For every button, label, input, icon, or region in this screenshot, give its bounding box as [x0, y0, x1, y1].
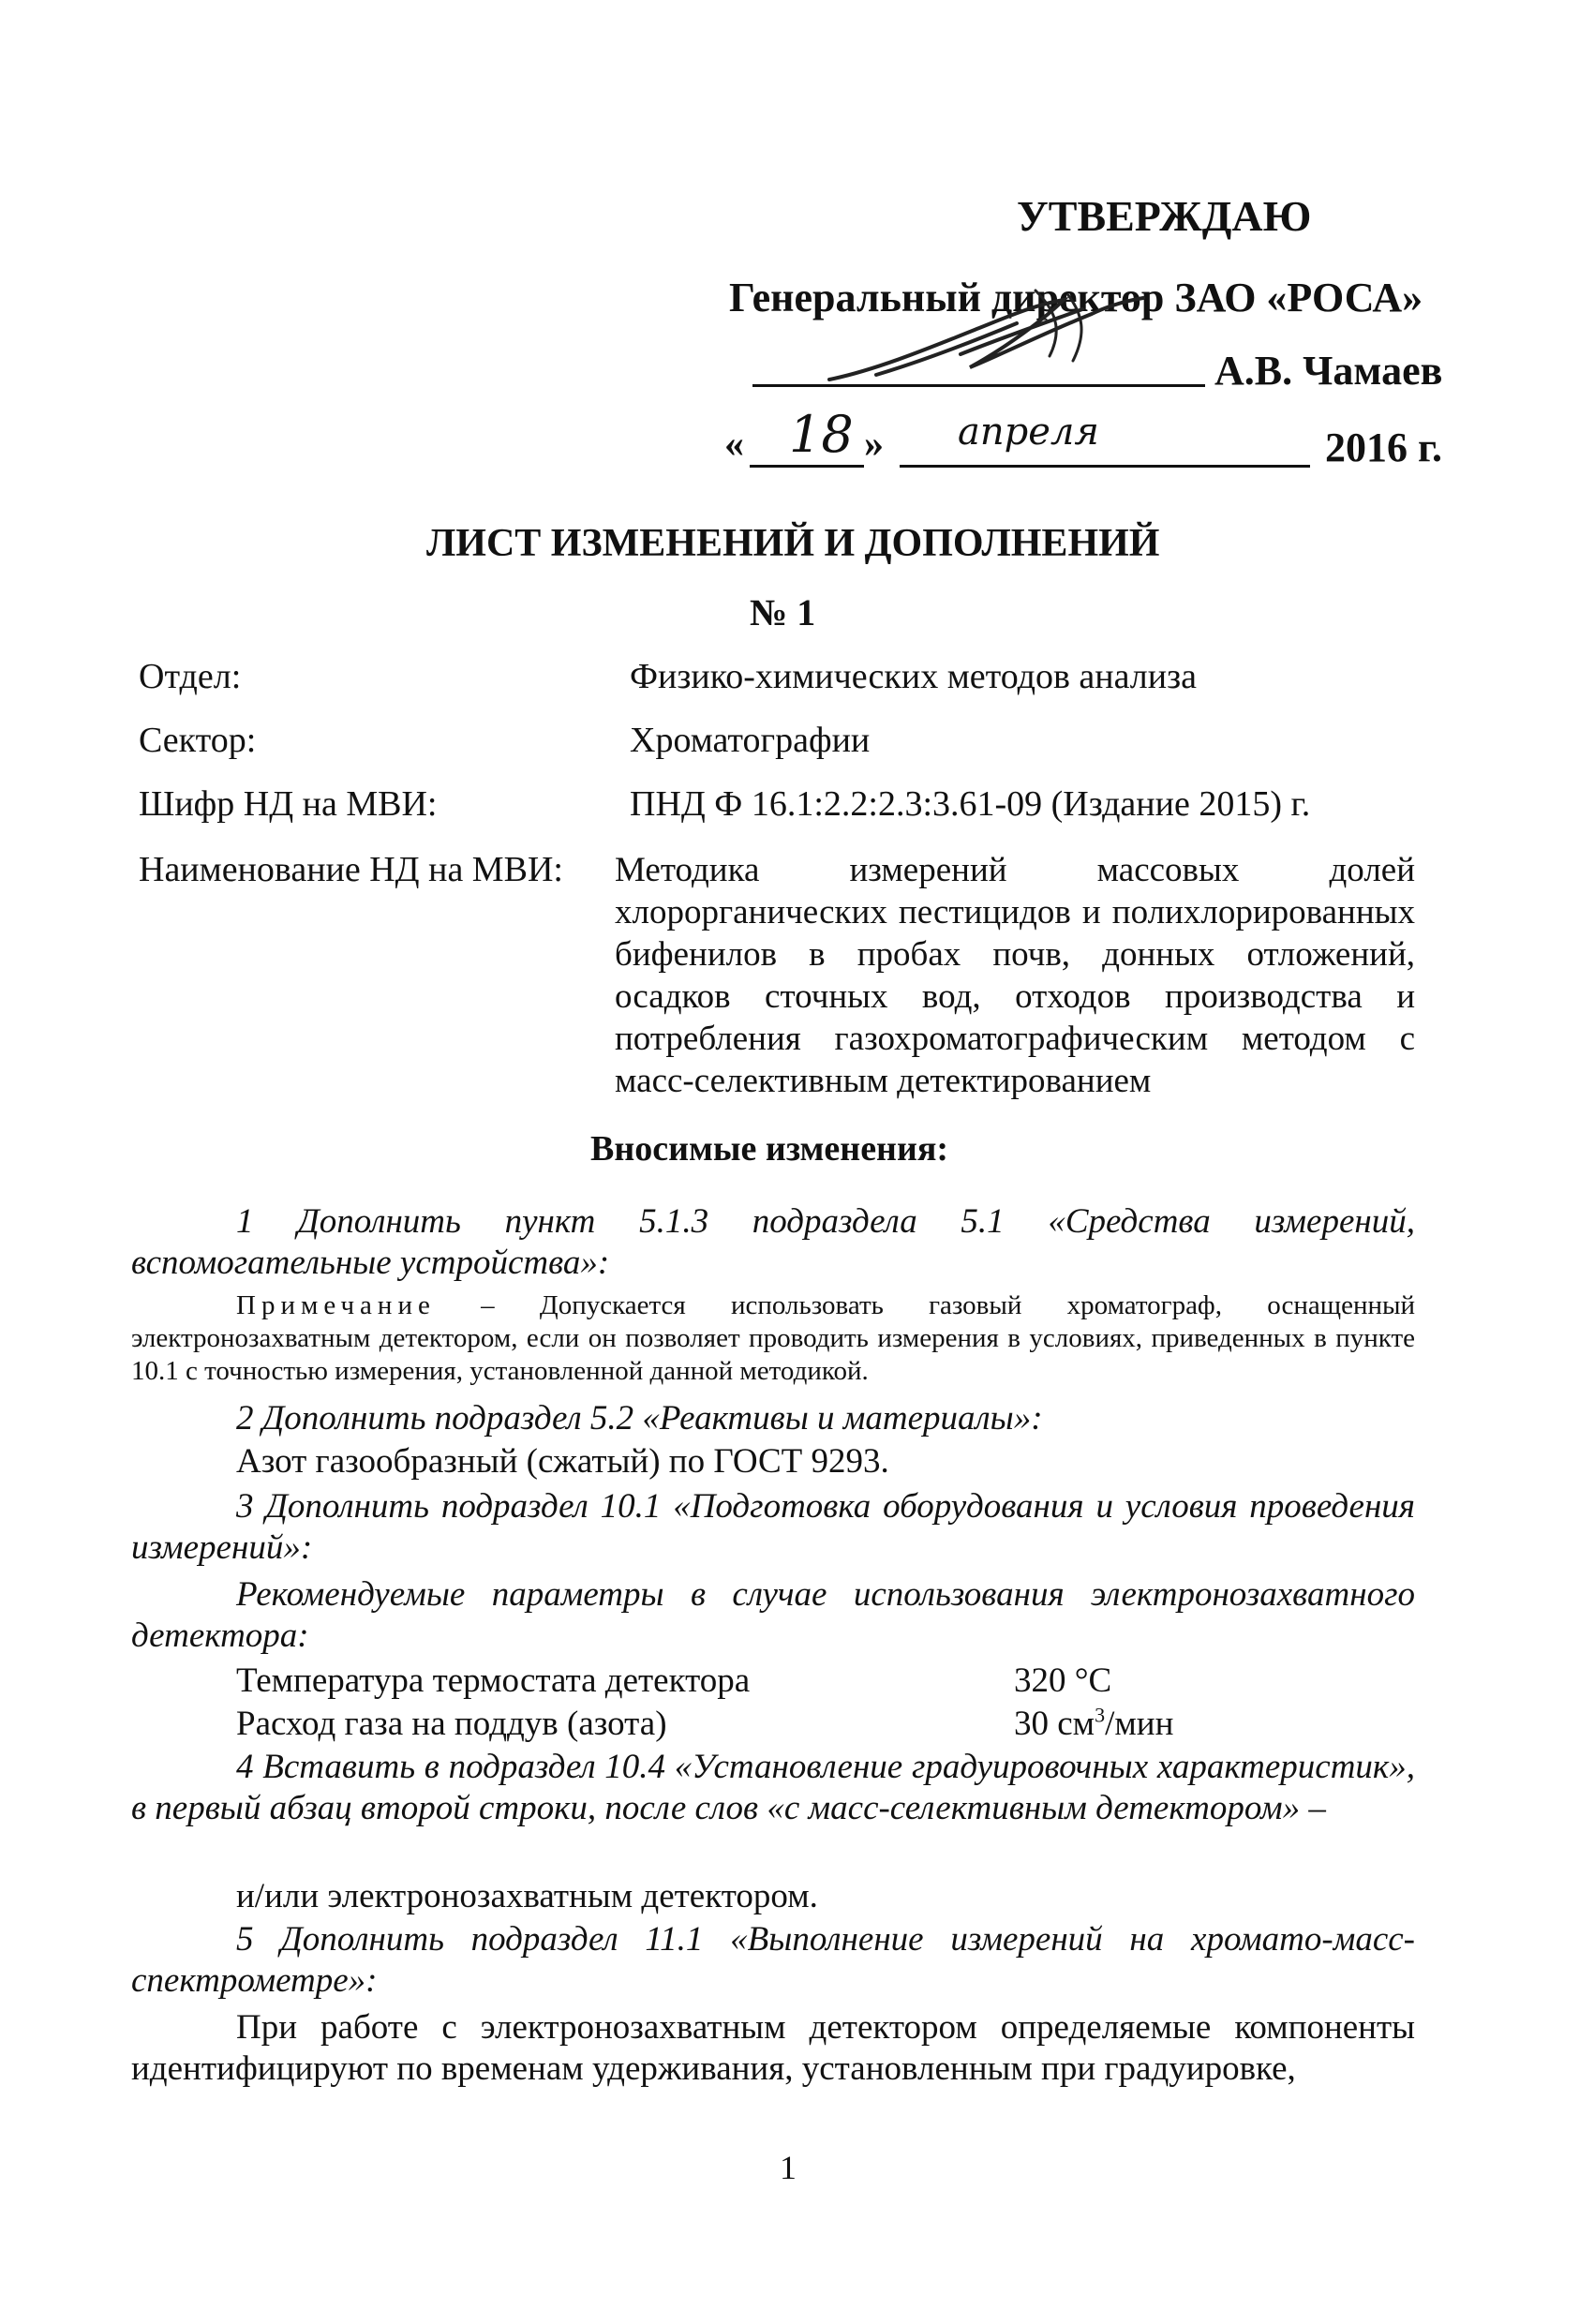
change-item-4: 4 Вставить в подраздел 10.4 «Установление градуировочных характеристик», в первый абзац второй строки, после слов «с масс-селективным детектором» – — [131, 1748, 1415, 1827]
param-gas-flow-unit: /мин — [1105, 1705, 1174, 1743]
date-year: 2016 г. — [1325, 425, 1443, 470]
code-label: Шифр НД на МВИ: — [139, 784, 438, 824]
param-temperature-value: 320 °С — [1014, 1661, 1112, 1700]
approval-name: А.В. Чамаев — [1214, 348, 1443, 394]
change-item-4-text: и/или электронозахватным детектором. — [236, 1877, 818, 1915]
change-item-5-text: При работе с электронозахватным детектором определяемые компоненты идентифицируют по временам удерживания, установленным при градуировке, — [131, 2008, 1415, 2088]
change-item-2-text: Азот газообразный (сжатый) по ГОСТ 9293. — [236, 1442, 889, 1481]
method-name-label: Наименование НД на МВИ: — [139, 850, 563, 889]
approval-position: Генеральный директор ЗАО «РОСА» — [729, 275, 1423, 320]
param-gas-flow-label: Расход газа на поддув (азота) — [236, 1705, 667, 1743]
sector-value: Хроматографии — [630, 721, 871, 760]
date-month-line — [900, 465, 1310, 468]
date-day-line — [750, 465, 864, 468]
param-gas-flow-number: 30 см — [1014, 1705, 1095, 1743]
page-number: 1 — [780, 2149, 797, 2186]
change-item-2: 2 Дополнить подраздел 5.2 «Реактивы и материалы»: — [236, 1399, 1043, 1438]
date-open-quote: « — [724, 423, 744, 466]
department-value: Физико-химических методов анализа — [630, 657, 1197, 696]
method-name-value: Методика измерений массовых долей хлорорганических пестицидов и полихлорированных бифенилов в пробах почв, донных отложений, осадков сточных вод, отходов производства и потребления газохроматографическим методом с масс-селективным детектированием — [615, 851, 1415, 1100]
approval-title: УТВЕРЖДАЮ — [1017, 192, 1312, 240]
sector-label: Сектор: — [139, 721, 257, 760]
document-number: № 1 — [750, 591, 816, 633]
department-label: Отдел: — [139, 657, 242, 696]
changes-heading: Вносимые изменения: — [590, 1129, 949, 1169]
change-item-1-note — [131, 1289, 1415, 1388]
signature-image — [820, 281, 1157, 394]
date-month-handwritten: апреля — [958, 410, 1099, 454]
param-gas-flow-value — [1014, 1704, 1173, 1744]
note-label: Примечание — [236, 1290, 436, 1320]
change-item-3-sub: Рекомендуемые параметры в случае использования электронозахватного детектора: — [131, 1575, 1415, 1655]
document-title: ЛИСТ ИЗМЕНЕНИЙ И ДОПОЛНЕНИЙ — [426, 522, 1160, 565]
date-day-handwritten: 18 — [789, 405, 854, 464]
note-text: – Допускается использовать газовый хроматограф, оснащенный электронозахватным детектором, если он позволяет проводить измерения в условиях, приведенных в пункте 10.1 с точностью измерения, установленной данной методикой. — [131, 1290, 1415, 1386]
param-temperature-label: Температура термостата детектора — [236, 1661, 751, 1700]
change-item-1: 1 Дополнить пункт 5.1.3 подраздела 5.1 «Средства измерений, вспомогательные устройства»: — [131, 1202, 1415, 1282]
change-item-3: 3 Дополнить подраздел 10.1 «Подготовка оборудования и условия проведения измерений»: — [131, 1487, 1415, 1567]
code-value: ПНД Ф 16.1:2.2:2.3:3.61-09 (Издание 2015) г. — [630, 784, 1311, 824]
param-gas-flow-exponent: 3 — [1095, 1703, 1106, 1727]
date-close-quote: » — [864, 423, 884, 466]
change-item-5: 5 Дополнить подраздел 11.1 «Выполнение измерений на хромато-масс-спектрометре»: — [131, 1920, 1415, 2000]
